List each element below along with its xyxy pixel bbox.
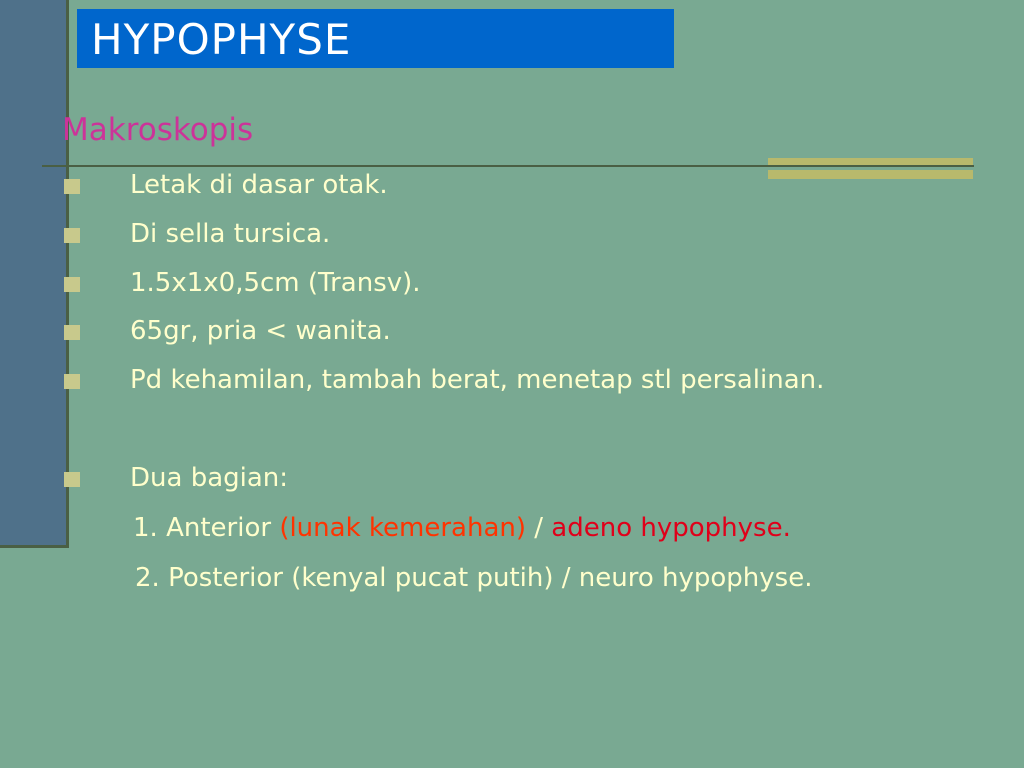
left-bar-bottom-edge [0,545,69,548]
anterior-highlight: (lunak kemerahan) [279,513,526,543]
list-item: Dua bagian: [130,463,289,493]
title-box [77,9,674,68]
list-item: Di sella tursica. [130,219,331,249]
accent-stripe-top [768,158,973,165]
sub-item-anterior [133,515,791,541]
anterior-separator: / [526,513,552,543]
list-item: 65gr, pria < wanita. [130,316,391,346]
bullet-square-icon [64,472,80,487]
bullet-square-icon [64,277,80,292]
slide-title: HYPOPHYSE [91,14,352,64]
bullet-square-icon [64,325,80,340]
bullet-square-icon [64,228,80,243]
list-item: Letak di dasar otak. [130,170,388,200]
horizontal-divider [42,165,974,167]
left-decorative-bar [0,0,66,545]
sub-item-posterior: 2. Posterior (kenyal pucat putih) / neuro hypophyse. [135,563,813,593]
anterior-prefix: 1. Anterior [133,513,280,543]
bullet-square-icon [64,374,80,389]
list-item: 1.5x1x0,5cm (Transv). [130,268,421,298]
left-bar-shadow [66,0,69,548]
accent-stripe-bottom [768,170,973,179]
list-item: Pd kehamilan, tambah berat, menetap stl persalinan. [130,365,825,395]
slide-subtitle: Makroskopis [62,112,254,148]
bullet-square-icon [64,179,80,194]
anterior-term: adeno hypophyse. [551,513,791,543]
